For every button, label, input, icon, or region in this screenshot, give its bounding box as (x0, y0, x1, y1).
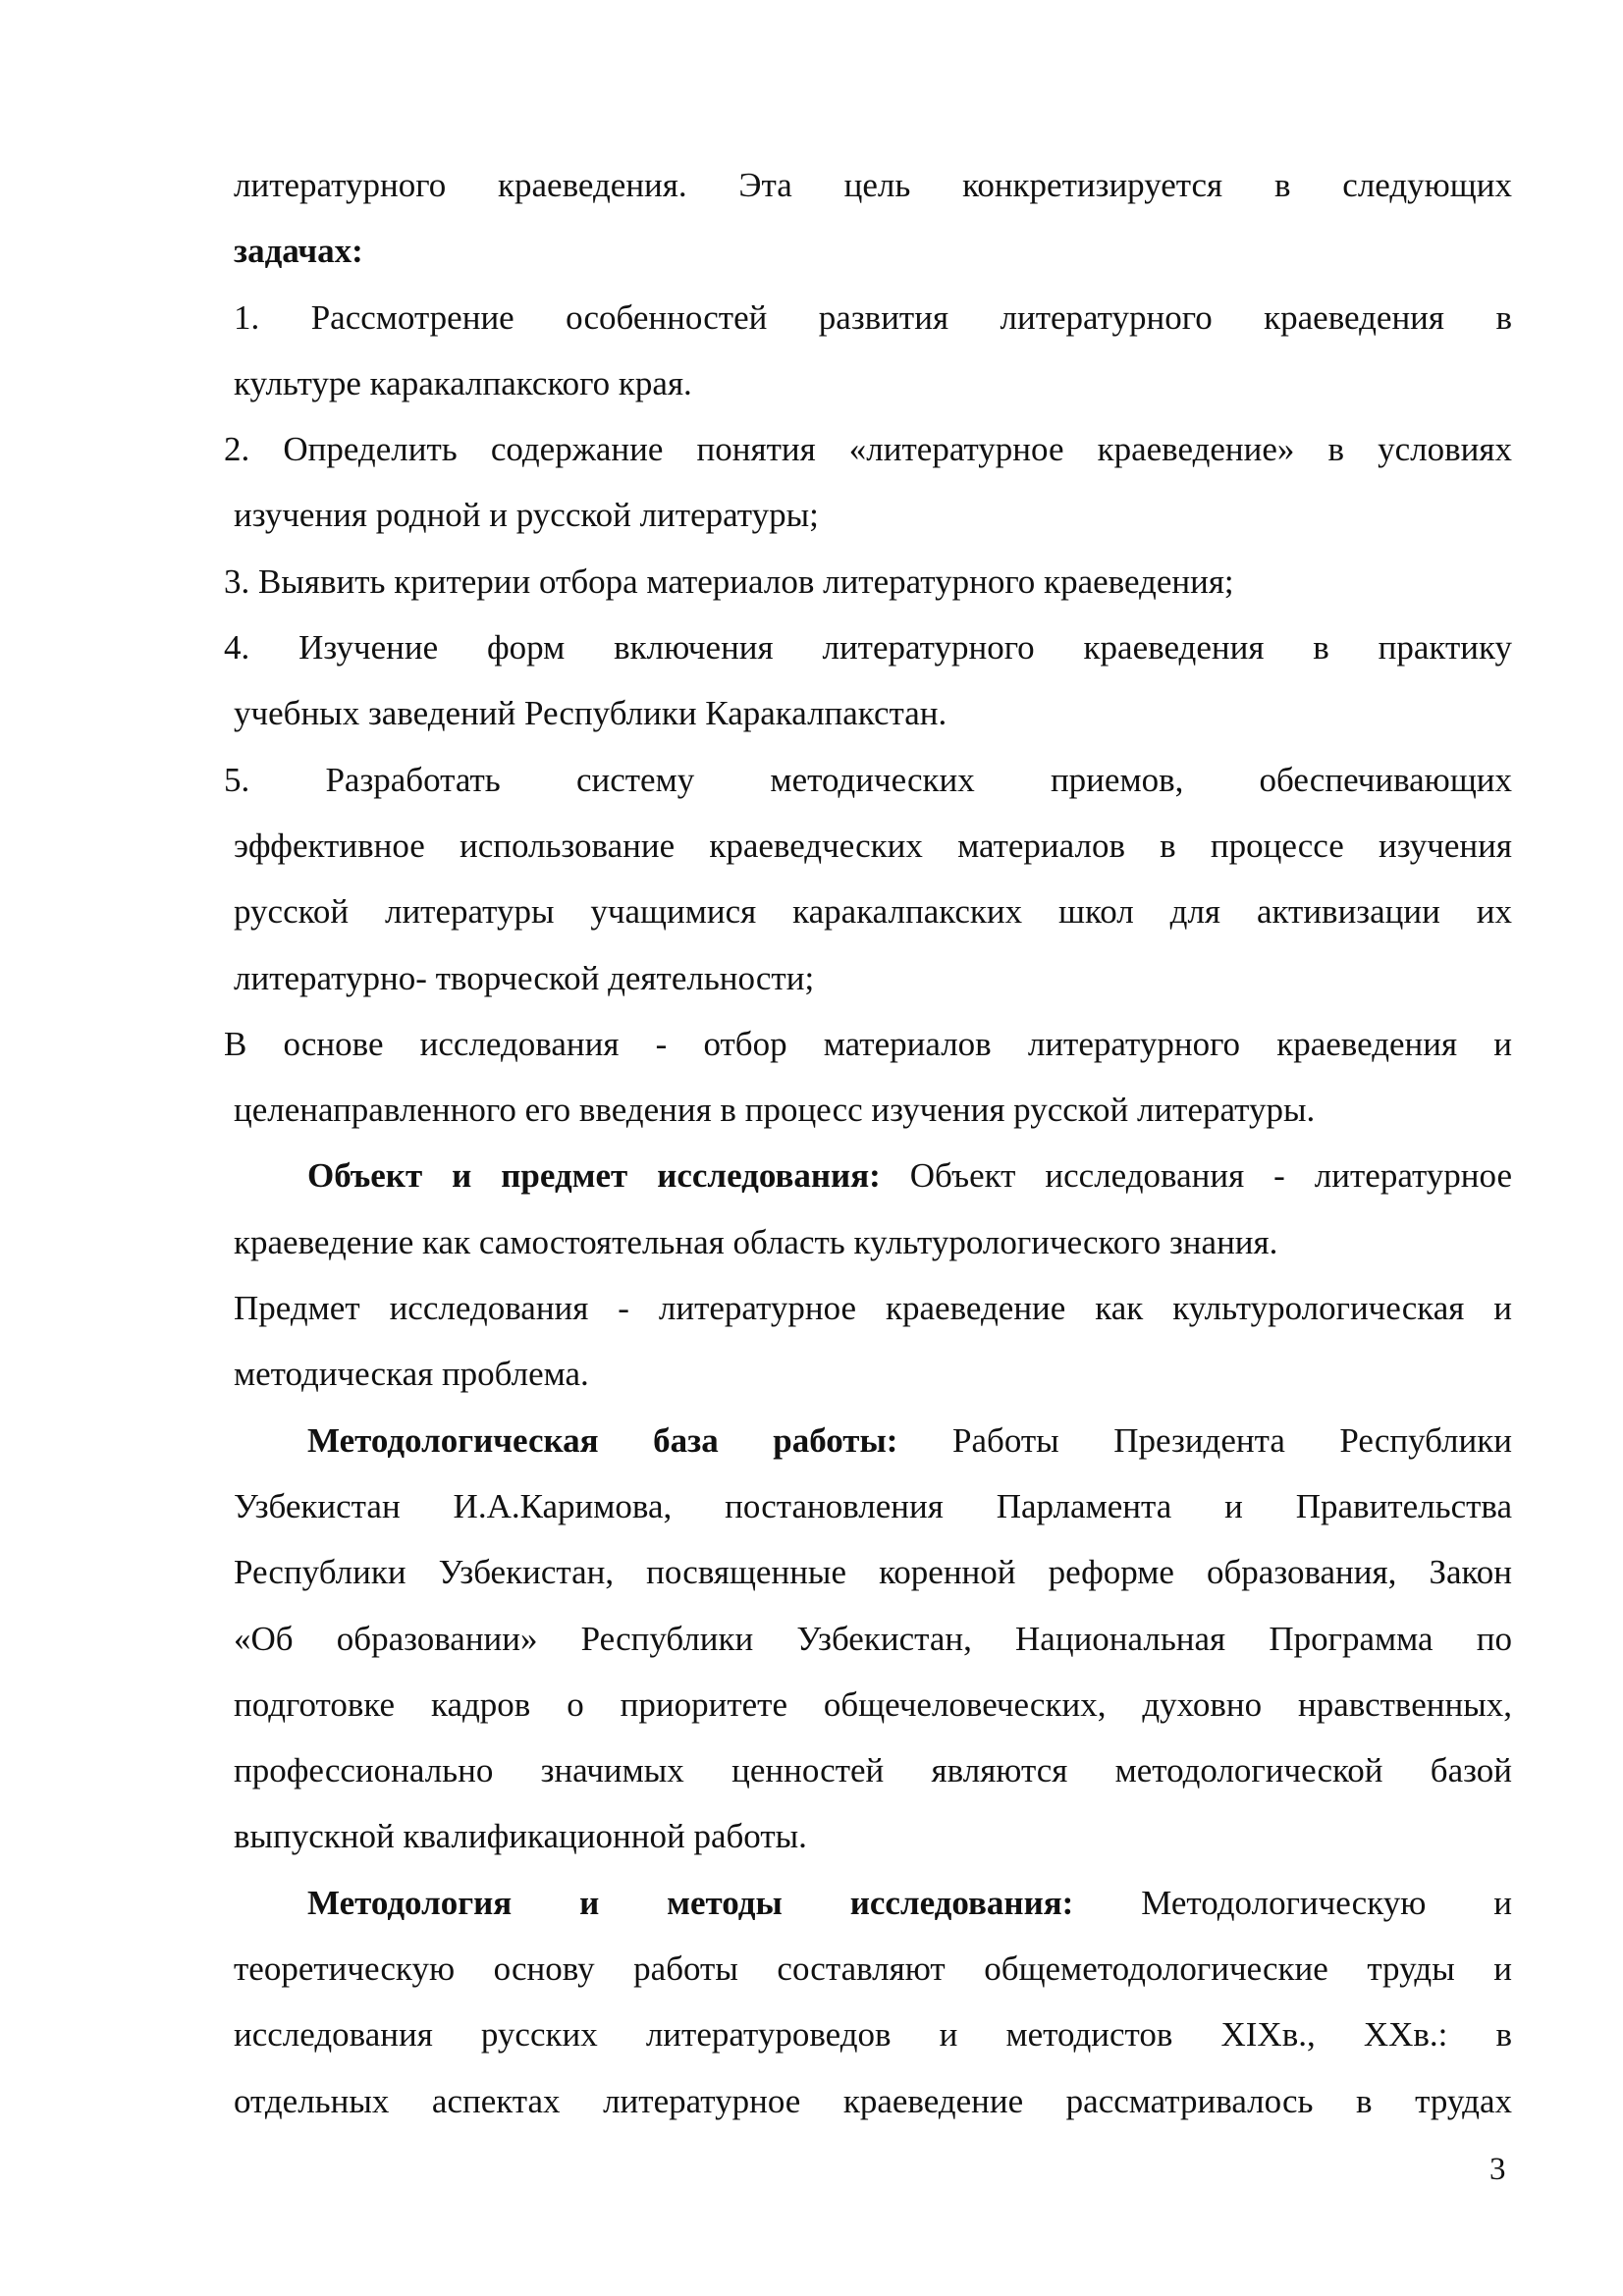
list-item-4-line-2: учебных заведений Республики Каракалпакстан. (234, 694, 947, 733)
tasks-heading (234, 218, 1512, 284)
list-item-5-line-4: литературно- творческой деятельности; (234, 958, 815, 997)
methodological-base-line-6: профессионально значимых ценностей являются методологической базой (234, 1751, 1512, 1790)
methodology-heading: Методология и методы исследования: (307, 1883, 1074, 1922)
methodology-line-2: теоретическую основу работы составляют общеметодологические труды и (234, 1949, 1512, 1989)
methodological-base-line-3: Республики Узбекистан, посвященные коренной реформе образования, Закон (234, 1553, 1512, 1592)
methodological-base-line-2: Узбекистан И.А.Каримова, постановления Парламента и Правительства (234, 1486, 1512, 1525)
list-item-2-line-1: 2. Определить содержание понятия «литературное краеведение» в условиях (224, 430, 1512, 469)
object-subject-line-2: краеведение как самостоятельная область культурологического знания. (234, 1222, 1278, 1261)
basis-line-2: целенаправленного его введения в процесс изучения русской литературы. (234, 1091, 1316, 1130)
object-subject-text: Объект исследования - литературное (880, 1156, 1512, 1196)
subject-line-2: методическая проблема. (234, 1355, 589, 1394)
methodological-base-heading: Методологическая база работы: (307, 1420, 898, 1460)
methodological-base-line-1 (234, 1408, 1512, 1473)
methodology-line-4: отдельных аспектах литературное краеведение рассматривалось в трудах (234, 2081, 1512, 2120)
list-item-5-line-2: эффективное использование краеведческих материалов в процессе изучения (234, 826, 1512, 865)
methodology-line-1 (234, 1870, 1512, 1936)
text-line: литературного краеведения. Эта цель конкретизируется в следующих (234, 166, 1512, 204)
list-item-1-line-1: 1. Рассмотрение особенностей развития литературного краеведения в (234, 297, 1512, 337)
document-body (224, 152, 1512, 2134)
list-item-3: 3. Выявить критерии отбора материалов литературного краеведения; (224, 561, 1234, 601)
methodology-line-3: исследования русских литературоведов и методистов XIXв., XXв.: в (234, 2015, 1512, 2055)
list-item-5-line-3: русской литературы учащимися каракалпакских школ для активизации их (234, 892, 1512, 932)
tasks-heading-text: задачах: (234, 232, 363, 271)
subject-line-1: Предмет исследования - литературное краеведение как культурологическая и (234, 1289, 1512, 1328)
list-item-5-line-1: 5. Разработать систему методических приемов, обеспечивающих (224, 760, 1512, 799)
object-subject-line-1 (234, 1143, 1512, 1208)
methodological-base-text: Работы Президента Республики (897, 1420, 1512, 1460)
methodology-text: Методологическую и (1073, 1883, 1512, 1922)
list-item-2-line-2: изучения родной и русской литературы; (234, 496, 819, 535)
methodological-base-line-4: «Об образовании» Республики Узбекистан, Национальная Программа по (234, 1619, 1512, 1658)
page-number: 3 (1489, 2152, 1506, 2187)
object-subject-heading: Объект и предмет исследования: (307, 1156, 881, 1196)
list-item-4-line-1: 4. Изучение форм включения литературного краеведения в практику (224, 628, 1512, 667)
basis-line-1: В основе исследования - отбор материалов литературного краеведения и (224, 1024, 1512, 1063)
methodological-base-line-7: выпускной квалификационной работы. (234, 1817, 807, 1856)
methodological-base-line-5: подготовке кадров о приоритете общечеловеческих, духовно нравственных, (234, 1684, 1512, 1724)
list-item-1-line-2: культуре каракалпакского края. (234, 363, 692, 402)
